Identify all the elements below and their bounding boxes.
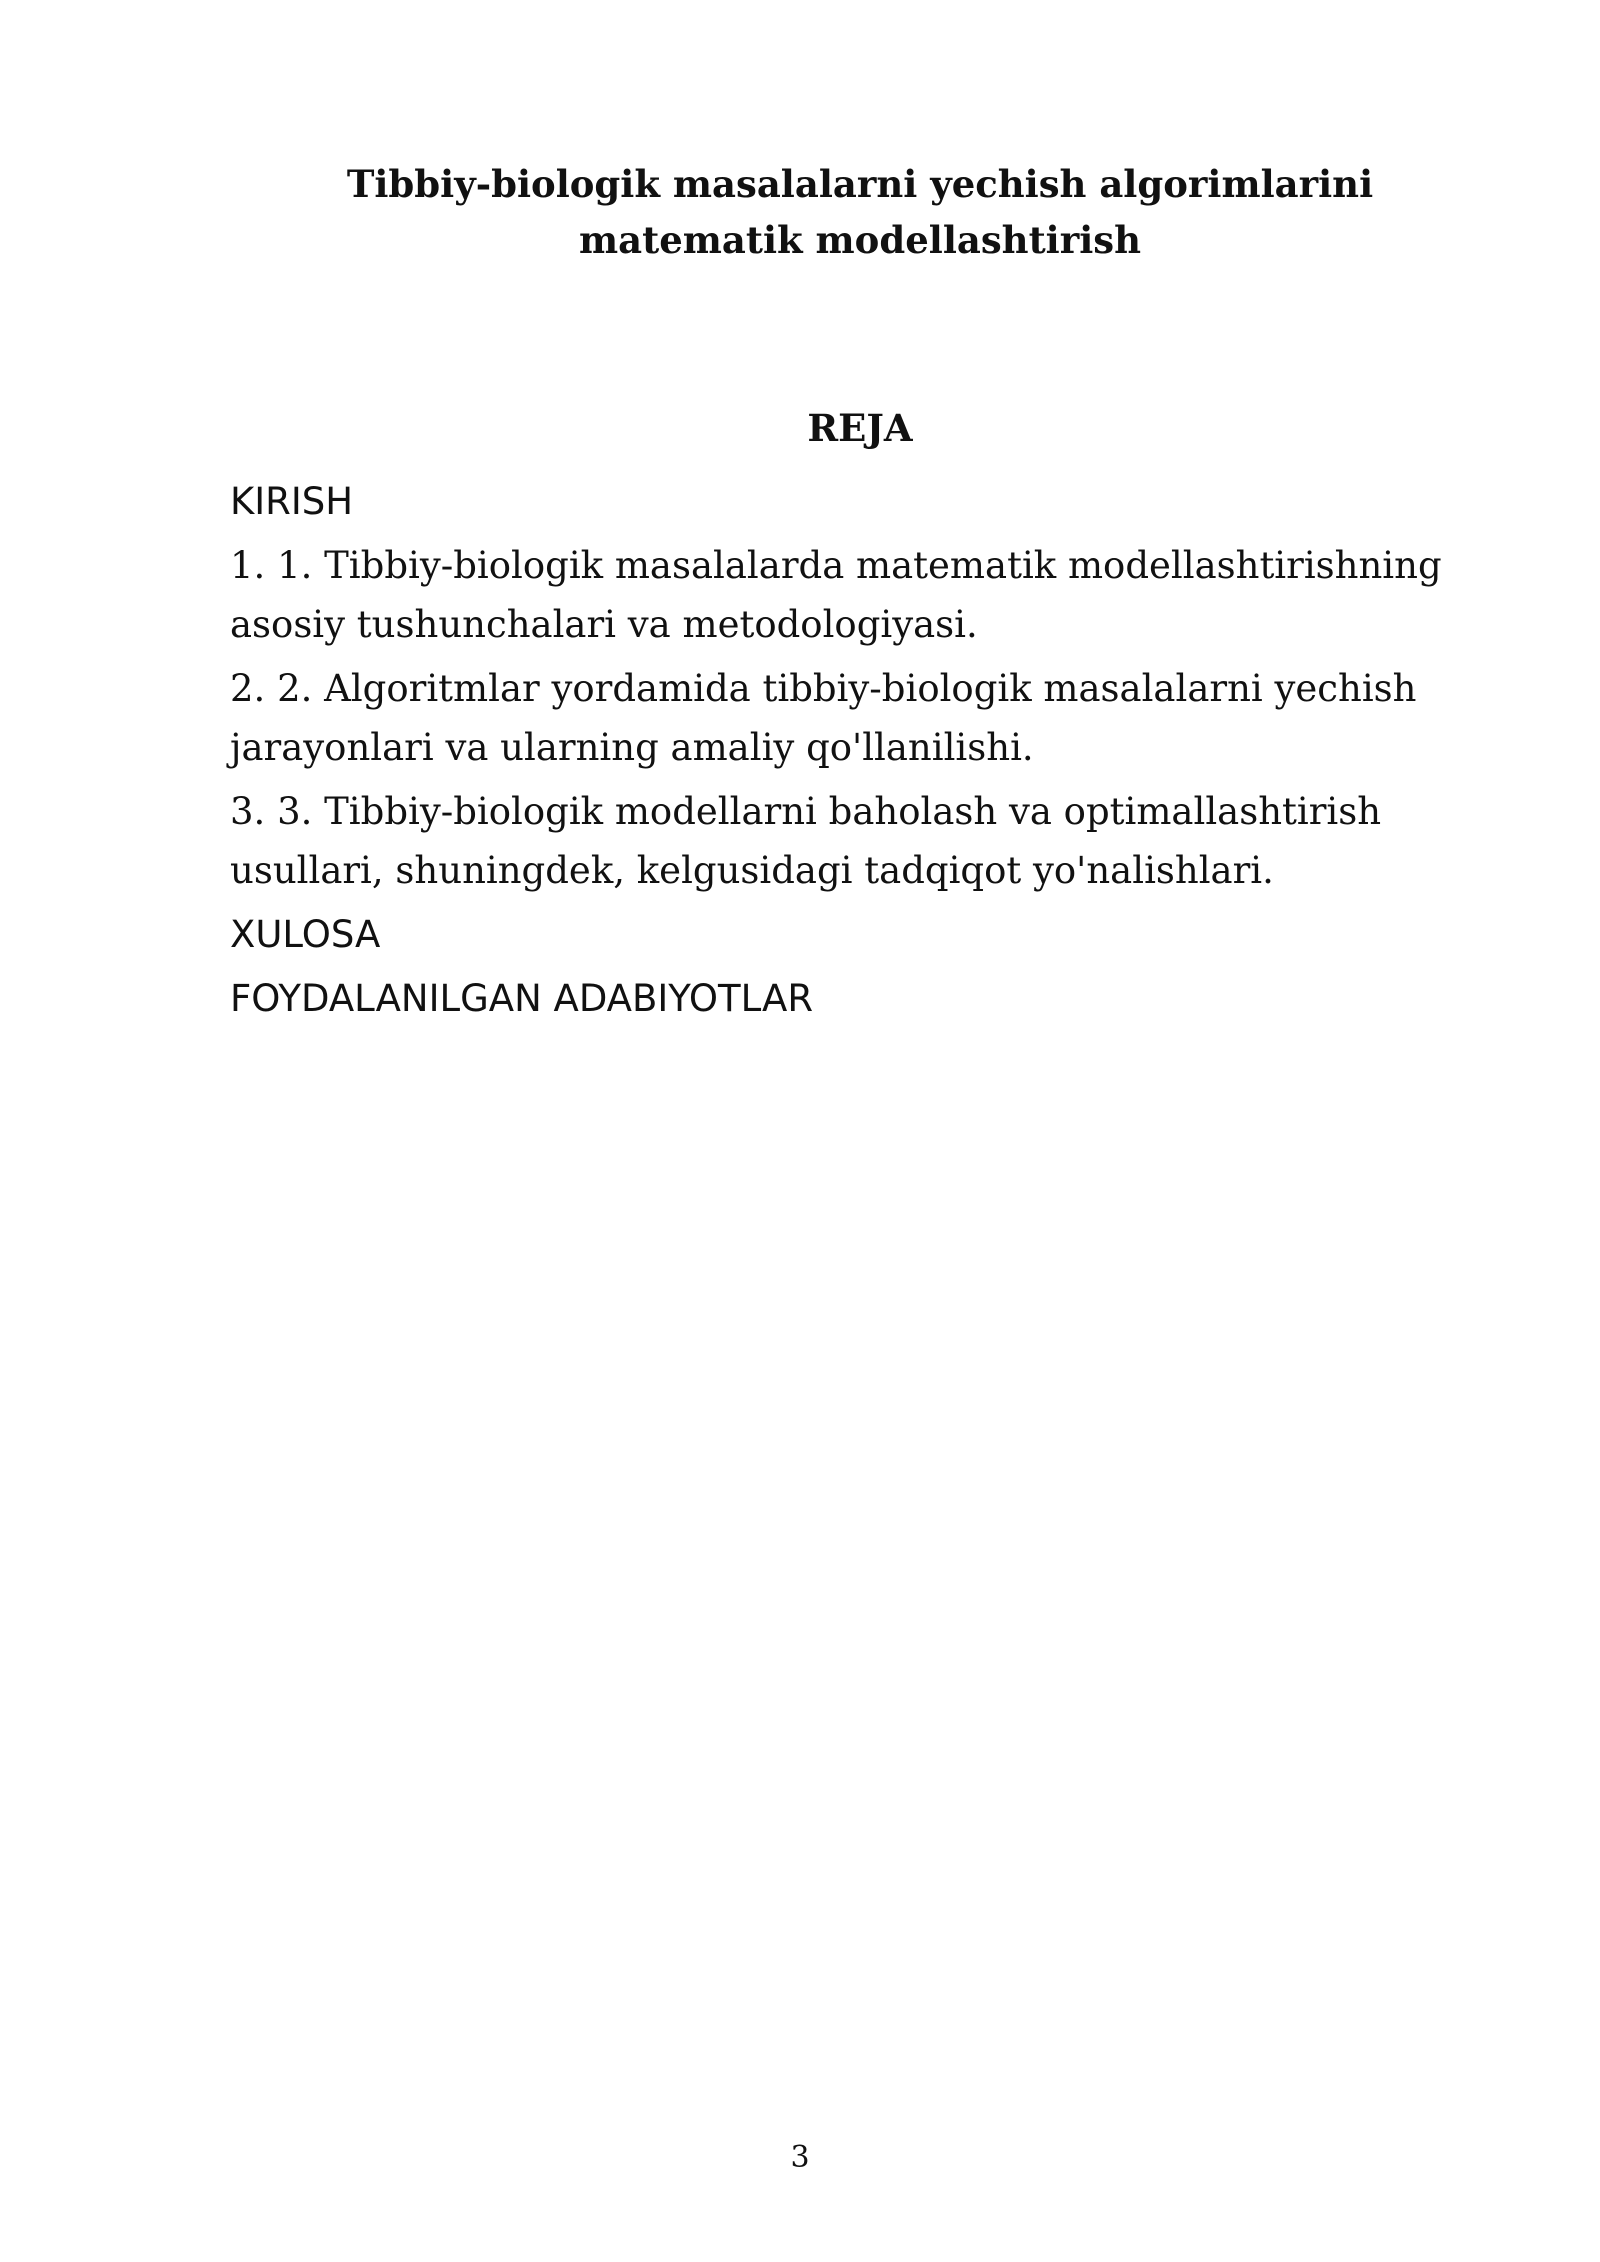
table-of-contents bbox=[230, 472, 1510, 1033]
page-number: 3 bbox=[790, 2140, 810, 2175]
toc-item-references: FOYDALANILGAN ADABIYOTLAR bbox=[230, 977, 814, 1020]
toc-item-conclusion: XULOSA bbox=[230, 913, 381, 956]
plan-heading: REJA bbox=[807, 406, 913, 450]
toc-item-chapter-3: 3. 3. Tibbiy-biologik modellarni baholash va optimallashtirish usullari, shuningdek, kelgusidagi tadqiqot yo'nalishlari. bbox=[230, 790, 1382, 892]
toc-item-chapter-1: 1. 1. Tibbiy-biologik masalalarda matematik modellashtirishning asosiy tushunchalari va metodologiyasi. bbox=[230, 544, 1442, 646]
toc-item-introduction: KIRISH bbox=[230, 480, 354, 523]
toc-item-chapter-2: 2. 2. Algoritmlar yordamida tibbiy-biologik masalalarni yechish jarayonlari va ularning amaliy qo'llanilishi. bbox=[230, 667, 1417, 769]
document-title: Tibbiy-biologik masalalarni yechish algorimlarini matematik modellashtirish bbox=[346, 162, 1374, 262]
